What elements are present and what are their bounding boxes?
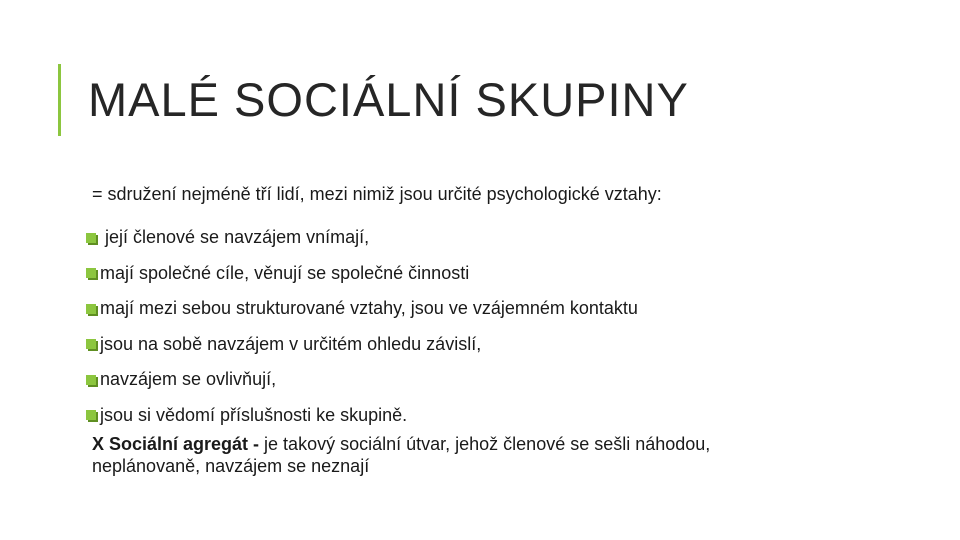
list-item-text: mají společné cíle, věnují se společné činnosti	[100, 262, 470, 283]
slide-title: MALÉ SOCIÁLNÍ SKUPINY	[88, 73, 689, 126]
list-item	[86, 398, 638, 434]
list-item-text: jsou na sobě navzájem v určitém ohledu závislí,	[100, 333, 482, 354]
square-bullet-icon	[86, 410, 96, 420]
list-item	[86, 362, 638, 398]
note-bold-term: X Sociální agregát -	[92, 434, 260, 454]
square-bullet-icon	[86, 233, 96, 243]
list-item-text: mají mezi sebou strukturované vztahy, jsou ve vzájemném kontaktu	[100, 298, 638, 319]
note-text: je takový sociální útvar, jehož členové se sešli náhodou, neplánovaně, navzájem se neznají	[92, 434, 711, 476]
bullet-list	[86, 220, 638, 433]
list-item-text: její členové se navzájem vnímají,	[105, 227, 370, 248]
definition-text: = sdružení nejméně tří lidí, mezi nimiž jsou určité psychologické vztahy:	[92, 184, 662, 204]
square-bullet-icon	[86, 304, 96, 314]
aggregate-note	[92, 433, 812, 477]
square-bullet-icon	[86, 268, 96, 278]
list-item-text: navzájem se ovlivňují,	[100, 369, 277, 390]
list-item	[86, 220, 638, 256]
list-item	[86, 327, 638, 363]
square-bullet-icon	[86, 339, 96, 349]
list-item-text: jsou si vědomí příslušnosti ke skupině.	[100, 404, 408, 425]
list-item	[86, 291, 638, 327]
square-bullet-icon	[86, 375, 96, 385]
list-item	[86, 256, 638, 292]
title-accent-bar	[58, 64, 61, 136]
